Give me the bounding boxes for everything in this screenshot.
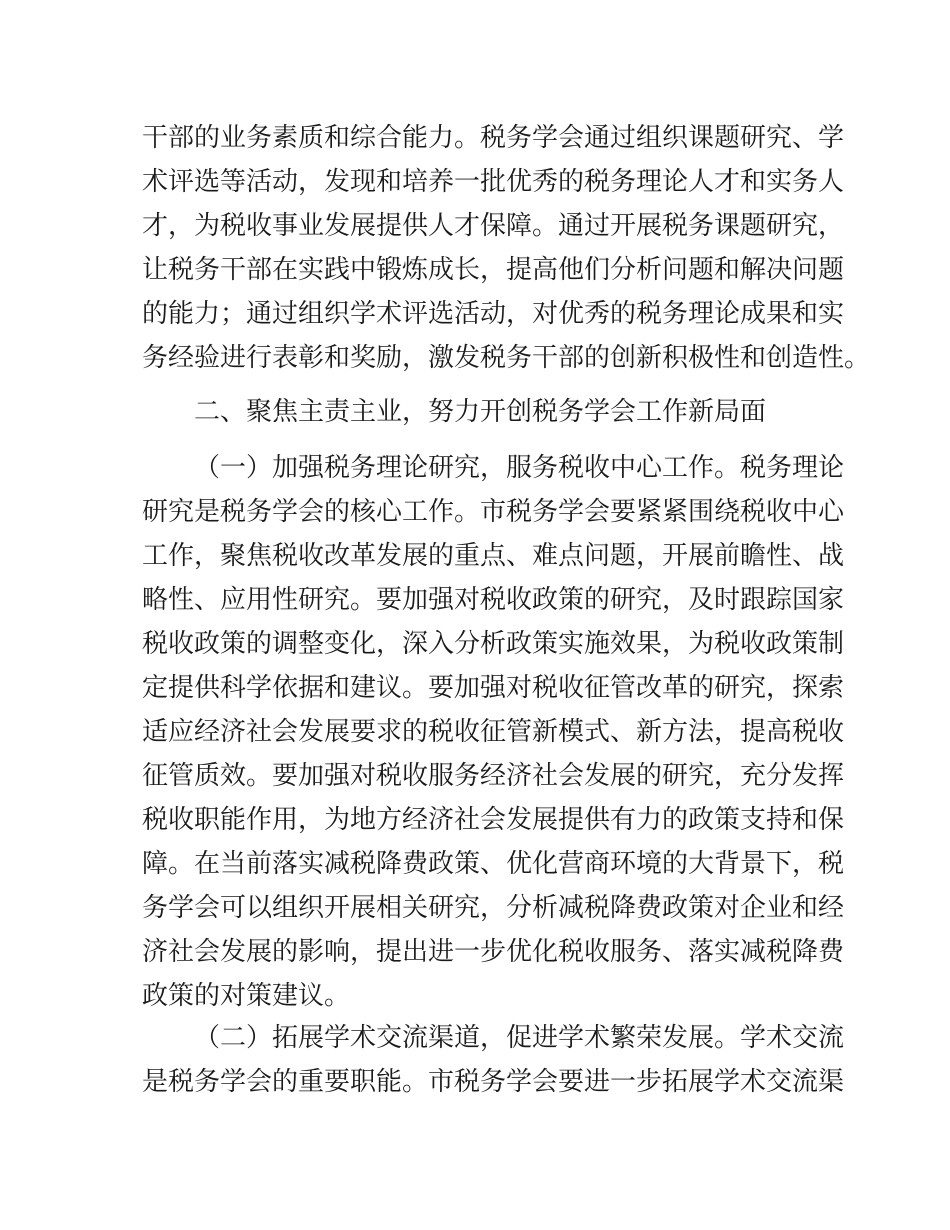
- text-line: 务经验进行表彰和奖励，激发税务干部的创新积极性和创造性。: [142, 343, 871, 373]
- text-line: 障。在当前落实减税降费政策、优化营商环境的大背景下，税: [142, 849, 845, 879]
- text-line: 征管质效。要加强对税收服务经济社会发展的研究，充分发挥: [142, 761, 845, 791]
- text-line: 的能力；通过组织学术评选活动，对优秀的税务理论成果和实: [142, 299, 845, 329]
- text-line: 干部的业务素质和综合能力。税务学会通过组织课题研究、学: [142, 123, 845, 153]
- text-line: 是税务学会的重要职能。市税务学会要进一步拓展学术交流渠: [142, 1067, 845, 1097]
- section-heading-block: [142, 390, 822, 434]
- text-line: 工作，聚焦税收改革发展的重点、难点问题，开展前瞻性、战: [142, 541, 845, 571]
- text-line: 济社会发展的影响，提出进一步优化税收服务、落实减税降费: [142, 937, 845, 967]
- text-line: 研究是税务学会的核心工作。市税务学会要紧紧围绕税收中心: [142, 497, 845, 527]
- text-line: 税收职能作用，为地方经济社会发展提供有力的政策支持和保: [142, 805, 845, 835]
- paragraph-academic-exchange: [142, 1016, 845, 1104]
- text-line: 略性、应用性研究。要加强对税收政策的研究，及时跟踪国家: [142, 585, 845, 615]
- text-line: 务学会可以组织开展相关研究，分析减税降费政策对企业和经: [142, 893, 845, 923]
- text-line: （二）拓展学术交流渠道，促进学术繁荣发展。学术交流: [194, 1023, 845, 1053]
- text-line: 定提供科学依据和建议。要加强对税收征管改革的研究，探索: [142, 673, 845, 703]
- text-line: 才，为税收事业发展提供人才保障。通过开展税务课题研究，: [142, 211, 845, 241]
- text-line: 让税务干部在实践中锻炼成长，提高他们分析问题和解决问题: [142, 255, 845, 285]
- paragraph-theory-research: [142, 446, 845, 1018]
- text-line: 术评选等活动，发现和培养一批优秀的税务理论人才和实务人: [142, 167, 845, 197]
- section-heading: 二、聚焦主责主业，努力开创税务学会工作新局面: [194, 397, 767, 427]
- paragraph-talent-cultivation: [142, 116, 871, 380]
- text-line: 适应经济社会发展要求的税收征管新模式、新方法，提高税收: [142, 717, 845, 747]
- text-line: 税收政策的调整变化，深入分析政策实施效果，为税收政策制: [142, 629, 845, 659]
- text-line: 政策的对策建议。: [142, 981, 351, 1011]
- text-line: （一）加强税务理论研究，服务税收中心工作。税务理论: [194, 453, 845, 483]
